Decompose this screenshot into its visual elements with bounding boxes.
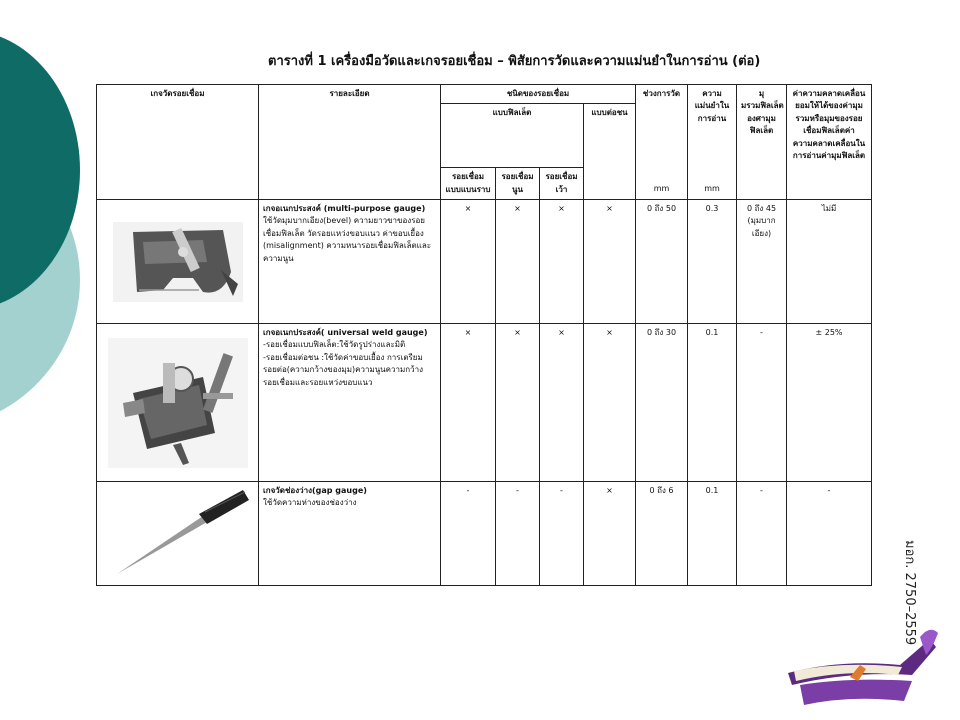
header-convex: รอยเชื่อมนูน [496, 168, 540, 200]
cell-flat: × [441, 200, 496, 324]
header-accuracy [688, 85, 737, 200]
detail-body: ใช้วัดความห่างของช่องว่าง [263, 498, 357, 508]
cell-angle: - [737, 324, 787, 482]
header-gauge: เกจวัดรอยเชื่อม [97, 85, 259, 200]
header-weld-type: ชนิดของรอยเชื่อม [441, 85, 636, 104]
cell-flat: × [441, 324, 496, 482]
header-concave: รอยเชื่อมเว้า [540, 168, 584, 200]
cell-butt: × [584, 200, 636, 324]
detail-title: เกจวัดช่องว่าง(gap gauge) [263, 486, 367, 495]
cell-flat: - [441, 482, 496, 586]
header-fillet-angle: มุมรวมฟิลเล็ต องศามุมฟิลเล็ต [737, 85, 787, 200]
cell-accuracy: 0.3 [688, 200, 737, 324]
header-butt: แบบต่อชน [584, 104, 636, 200]
header-detail: รายละเอียด [259, 85, 441, 200]
cell-range: 0 ถึง 6 [636, 482, 688, 586]
header-flat: รอยเชื่อมแบบแบนราบ [441, 168, 496, 200]
cell-convex: × [496, 200, 540, 324]
gap-gauge-photo-icon [97, 482, 259, 586]
cell-butt: × [584, 324, 636, 482]
cell-tolerance: ไม่มี [787, 200, 872, 324]
detail-cell [259, 200, 441, 324]
detail-body: -รอยเชื่อมแบบฟิลเล็ต:ใช้วัดรูปร่างและมิติ -รอยเชื่อมต่อชน :ใช้วัดค่าขอบเยื้อง การเตรียมรอยต่อ(ความกว้างของมุม)ความนูนความกว้างรอยเชื่อมและรอยแหว่งขอบแนว [263, 340, 423, 387]
universal-weld-gauge-photo-icon [97, 324, 259, 482]
table-row [97, 324, 872, 482]
detail-cell [259, 324, 441, 482]
header-range-unit: mm [653, 183, 670, 193]
cell-convex: × [496, 324, 540, 482]
cell-concave: - [540, 482, 584, 586]
table-row [97, 200, 872, 324]
cell-angle: 0 ถึง 45 (มุมบากเอียง) [737, 200, 787, 324]
multi-purpose-gauge-photo-icon [97, 200, 259, 324]
cell-concave: × [540, 324, 584, 482]
page-title: ตารางที่ 1 เครื่องมือวัดและเกจรอยเชื่อม – พิสัยการวัดและความแม่นยำในการอ่าน (ต่อ) [268, 54, 761, 69]
cell-concave: × [540, 200, 584, 324]
detail-title: เกจอเนกประสงค์ (multi-purpose gauge) [263, 204, 426, 213]
table-row [97, 482, 872, 586]
detail-cell [259, 482, 441, 586]
cell-range: 0 ถึง 50 [636, 200, 688, 324]
cell-butt: × [584, 482, 636, 586]
book-icon [780, 625, 945, 710]
header-accuracy-label: ความแม่นยำในการอ่าน [694, 89, 730, 123]
cell-angle: - [737, 482, 787, 586]
standard-label: มอก. 2750–2559 [902, 540, 917, 646]
header-range-label: ช่วงการวัด [642, 89, 681, 98]
header-range [636, 85, 688, 200]
detail-body: ใช้วัดมุมบากเอียง(bevel) ความยาวขาของรอยเชื่อมฟิลเล็ต วัดรอยแหว่งขอบแนว ค่าขอบเยื้อง (misalignment) ความหนารอยเชื่อมฟิลเล็ตและความนูน [263, 216, 432, 263]
cell-range: 0 ถึง 30 [636, 324, 688, 482]
header-row-1 [97, 85, 872, 104]
header-accuracy-unit: mm [704, 183, 720, 193]
cell-tolerance: - [787, 482, 872, 586]
cell-tolerance: ± 25% [787, 324, 872, 482]
cell-accuracy: 0.1 [688, 324, 737, 482]
header-fillet: แบบฟิลเล็ต [441, 104, 584, 168]
cell-accuracy: 0.1 [688, 482, 737, 586]
gauge-spec-table [96, 84, 872, 586]
detail-title: เกจอเนกประสงค์( universal weld gauge) [263, 328, 428, 337]
cell-convex: - [496, 482, 540, 586]
header-tolerance: ค่าความคลาดเคลื่อนยอมให้ได้ของค่ามุมรวมหรือมุมของรอยเชื่อมฟิลเล็ตค่าความคลาดเคลื่อนในการอ่านค่ามุมฟิลเล็ต [787, 85, 872, 200]
